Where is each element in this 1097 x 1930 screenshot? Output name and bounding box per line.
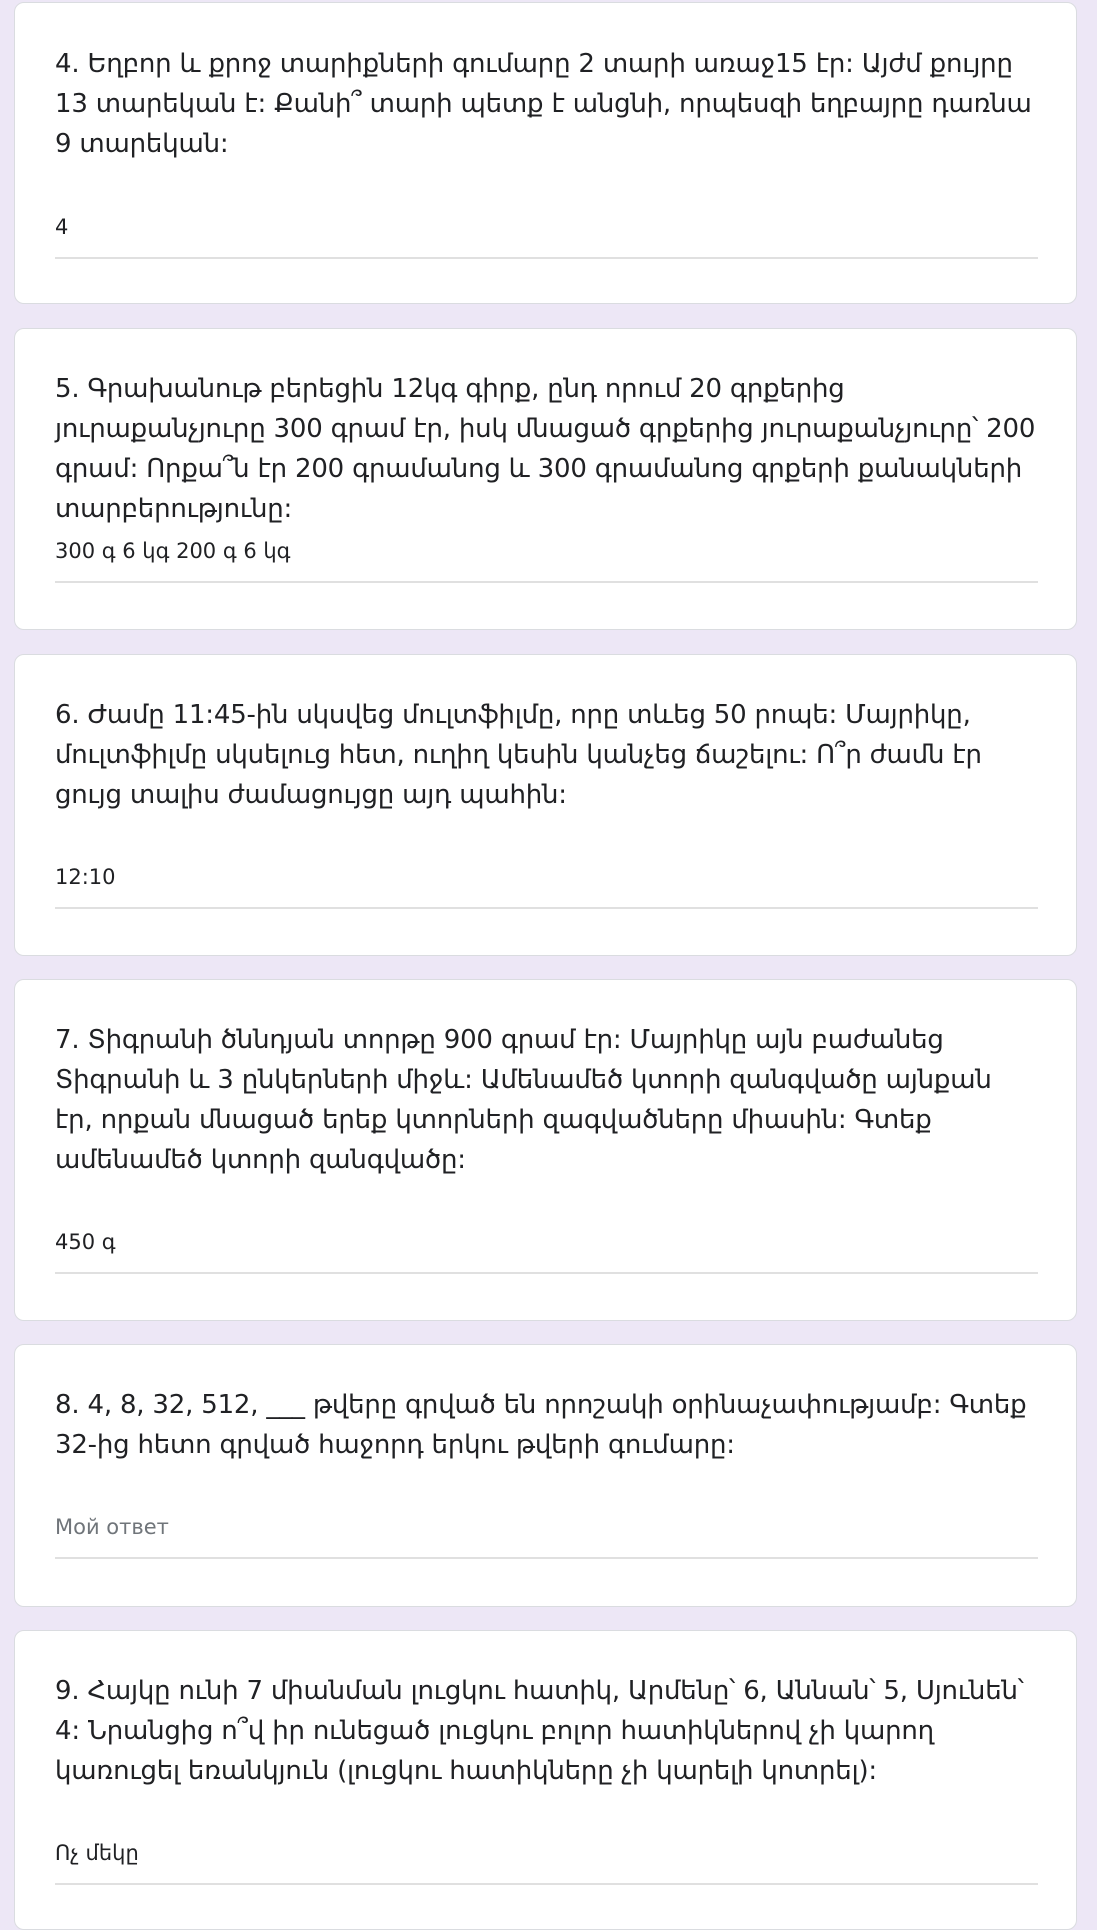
question-card-4: [14, 2, 1077, 304]
question-card-6: [14, 654, 1077, 956]
answer-field-6[interactable]: 12:10: [55, 863, 1038, 909]
question-card-7: [14, 979, 1077, 1321]
question-text-9: 9. Հայկը ունի 7 միանման լուցկու հատիկ, Արմենը՝ 6, Աննան՝ 5, Սյունեն՝ 4: Նրանցից ո՞վ իր ունեցած լուցկու բոլոր հատիկներով չի կարող կառուցել եռանկյուն (լուցկու հատիկները չի կարելի կոտրել):: [55, 1676, 1024, 1786]
answer-field-9[interactable]: Ոչ մեկը: [55, 1839, 1038, 1885]
question-card-9: [14, 1630, 1077, 1930]
question-text-5: 5. Գրախանութ բերեցին 12կգ գիրք, ընդ որում 20 գրքերից յուրաքանչյուրը 300 գրամ էր, իսկ մնացած գրքերից յուրաքանչյուրը՝ 200 գրամ: Որքա՞ն էր 200 գրամանոց և 300 գրամանոց գրքերի քանակների տարբերությունը:: [55, 374, 1036, 524]
answer-field-5[interactable]: 300 գ 6 կգ 200 գ 6 կգ: [55, 537, 1038, 583]
question-text-7: 7. Տիգրանի ծննդյան տորթը 900 գրամ էր: Մայրիկը այն բաժանեց Տիգրանի և 3 ընկերների միջև: Ամենամեծ կտորի զանգվածը այնքան էր, որքան մնացած երեք կտորների զագվածները միասին: Գտեք ամենամեծ կտորի զանգվածը:: [55, 1025, 992, 1175]
answer-input-8[interactable]: Мой ответ: [55, 1513, 1038, 1559]
answer-field-4[interactable]: 4: [55, 213, 1038, 259]
question-text-4: 4. Եղբոր և քրոջ տարիքների գումարը 2 տարի առաջ15 էր: Այժմ քույրը 13 տարեկան է: Քանի՞ տարի պետք է անցնի, որպեսզի եղբայրը դառնա 9 տարեկան:: [55, 49, 1032, 159]
question-card-5: [14, 328, 1077, 630]
question-text-6: 6. Ժամը 11:45-ին սկսվեց մուլտֆիլմը, որը տևեց 50 րոպե: Մայրիկը, մուլտֆիլմը սկսելուց հետ, ուղիղ կեսին կանչեց ճաշելու: Ո՞ր ժամն էր ցույց տալիս ժամացույցը այդ պահին:: [55, 700, 982, 810]
question-text-8: 8. 4, 8, 32, 512, ___ թվերը գրված են որոշակի օրինաչափությամբ: Գտեք 32-ից հետո գրված հաջորդ երկու թվերի գումարը:: [55, 1390, 1027, 1460]
question-card-8: [14, 1344, 1077, 1607]
answer-field-7[interactable]: 450 գ: [55, 1228, 1038, 1274]
